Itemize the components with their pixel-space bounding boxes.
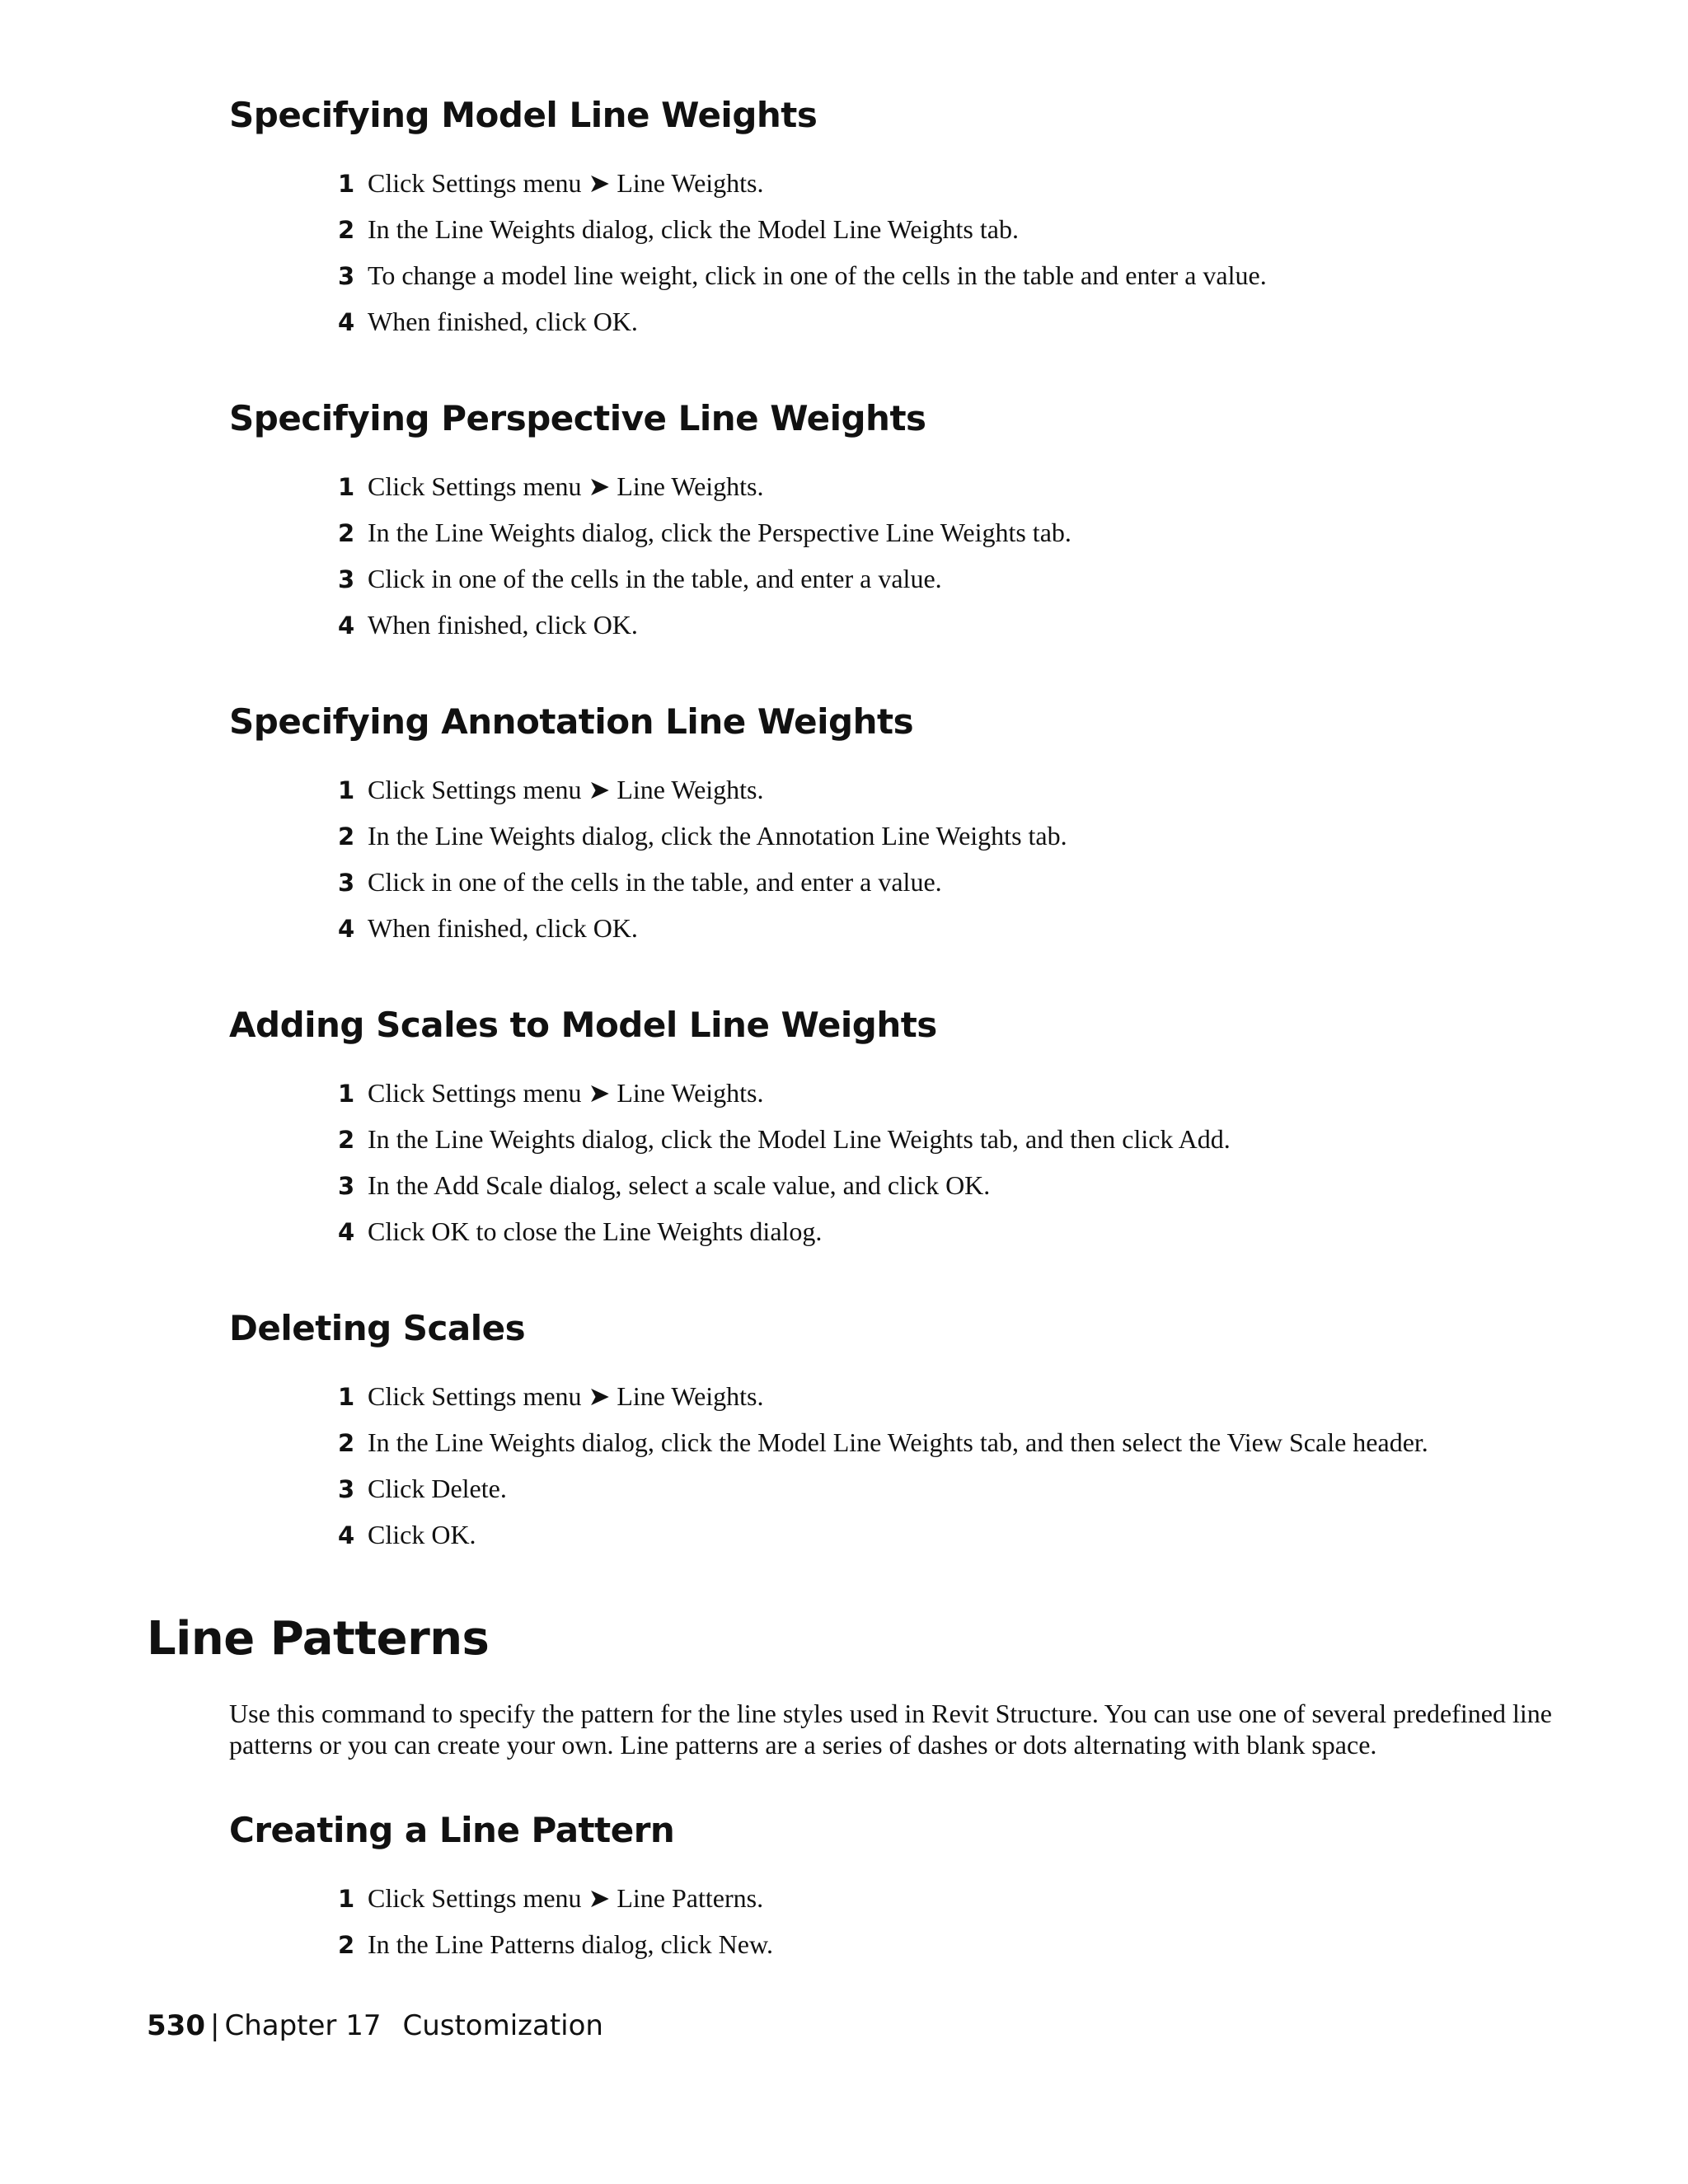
- step-number: 1: [338, 1080, 355, 1108]
- step-text: In the Line Weights dialog, click the Annotation Line Weights tab.: [368, 821, 1067, 851]
- step-number: 2: [338, 1429, 355, 1457]
- list-item: [338, 298, 1267, 344]
- step-text: Click OK to close the Line Weights dialog.: [368, 1216, 823, 1246]
- step-text: Click Settings menu ➤ Line Weights.: [368, 471, 764, 501]
- list-item: [338, 766, 1067, 813]
- step-number: 2: [338, 1931, 355, 1959]
- step-number: 2: [338, 1126, 355, 1154]
- step-text: Click OK.: [368, 1520, 476, 1549]
- step-number: 4: [338, 308, 355, 336]
- step-number: 3: [338, 869, 355, 897]
- step-list: [338, 1373, 1428, 1558]
- section-heading: Specifying Model Line Weights: [229, 95, 818, 135]
- list-item: [338, 1875, 773, 1921]
- step-text: In the Line Weights dialog, click the Model Line Weights tab, and then select the View Scale header.: [368, 1427, 1428, 1457]
- step-text: In the Line Weights dialog, click the Model Line Weights tab, and then click Add.: [368, 1124, 1231, 1154]
- step-list: [338, 766, 1067, 951]
- step-number: 2: [338, 519, 355, 547]
- step-text: In the Add Scale dialog, select a scale value, and click OK.: [368, 1170, 991, 1200]
- step-text: When finished, click OK.: [368, 913, 638, 943]
- list-item: [338, 463, 1071, 509]
- list-item: [338, 555, 1071, 602]
- step-text: When finished, click OK.: [368, 307, 638, 336]
- list-item: [338, 1373, 1428, 1419]
- step-number: 4: [338, 1218, 355, 1246]
- step-number: 2: [338, 216, 355, 244]
- list-item: [338, 1070, 1231, 1116]
- step-list: [338, 1070, 1231, 1254]
- list-item: [338, 602, 1071, 648]
- step-number: 4: [338, 612, 355, 640]
- chapter-label: Chapter 17: [224, 2009, 382, 2042]
- list-item: [338, 1208, 1231, 1254]
- chapter-section-heading: Line Patterns: [147, 1612, 490, 1666]
- step-number: 1: [338, 776, 355, 804]
- step-text: Click in one of the cells in the table, and enter a value.: [368, 867, 942, 897]
- step-list: [338, 1875, 773, 1967]
- section-heading: Specifying Annotation Line Weights: [229, 701, 914, 742]
- step-text: In the Line Weights dialog, click the Perspective Line Weights tab.: [368, 518, 1071, 547]
- list-item: [338, 905, 1067, 951]
- list-item: [338, 1116, 1231, 1162]
- step-text: Click in one of the cells in the table, and enter a value.: [368, 564, 942, 593]
- list-item: [338, 859, 1067, 905]
- step-text: Click Settings menu ➤ Line Patterns.: [368, 1883, 764, 1913]
- step-text: Click Settings menu ➤ Line Weights.: [368, 1078, 764, 1108]
- step-text: Click Settings menu ➤ Line Weights.: [368, 1381, 764, 1411]
- step-text: Click Settings menu ➤ Line Weights.: [368, 168, 764, 198]
- step-text: In the Line Weights dialog, click the Model Line Weights tab.: [368, 214, 1019, 244]
- step-number: 1: [338, 473, 355, 501]
- list-item: [338, 160, 1267, 206]
- step-number: 2: [338, 823, 355, 851]
- section-heading: Adding Scales to Model Line Weights: [229, 1005, 937, 1045]
- step-number: 3: [338, 262, 355, 290]
- step-text: In the Line Patterns dialog, click New.: [368, 1929, 773, 1959]
- step-number: 3: [338, 565, 355, 593]
- section-heading: Specifying Perspective Line Weights: [229, 398, 926, 438]
- list-item: [338, 1921, 773, 1967]
- step-list: [338, 463, 1071, 648]
- step-list: [338, 160, 1267, 344]
- list-item: [338, 1465, 1428, 1511]
- step-text: When finished, click OK.: [368, 610, 638, 640]
- step-number: 1: [338, 170, 355, 198]
- step-number: 1: [338, 1885, 355, 1913]
- step-number: 3: [338, 1172, 355, 1200]
- list-item: [338, 509, 1071, 555]
- list-item: [338, 1419, 1428, 1465]
- section-heading: Creating a Line Pattern: [229, 1810, 675, 1850]
- list-item: [338, 1162, 1231, 1208]
- step-number: 4: [338, 915, 355, 943]
- step-text: Click Settings menu ➤ Line Weights.: [368, 775, 764, 804]
- list-item: [338, 1511, 1428, 1558]
- intro-paragraph: Use this command to specify the pattern for the line styles used in Revit Structure. You can use one of several predefined line patterns or you can create your own. Line patterns are a series of dashes or dots alternating with blank space.: [229, 1699, 1552, 1760]
- section-heading: Deleting Scales: [229, 1308, 526, 1348]
- chapter-title: Customization: [402, 2009, 603, 2042]
- list-item: [338, 813, 1067, 859]
- step-number: 4: [338, 1521, 355, 1549]
- list-item: [338, 206, 1267, 252]
- step-text: To change a model line weight, click in one of the cells in the table and enter a value.: [368, 260, 1267, 290]
- step-number: 3: [338, 1475, 355, 1503]
- page-footer: [147, 2008, 603, 2044]
- page-number: 530: [147, 2009, 205, 2042]
- footer-separator: |: [209, 2009, 220, 2042]
- step-text: Click Delete.: [368, 1474, 507, 1503]
- step-number: 1: [338, 1383, 355, 1411]
- list-item: [338, 252, 1267, 298]
